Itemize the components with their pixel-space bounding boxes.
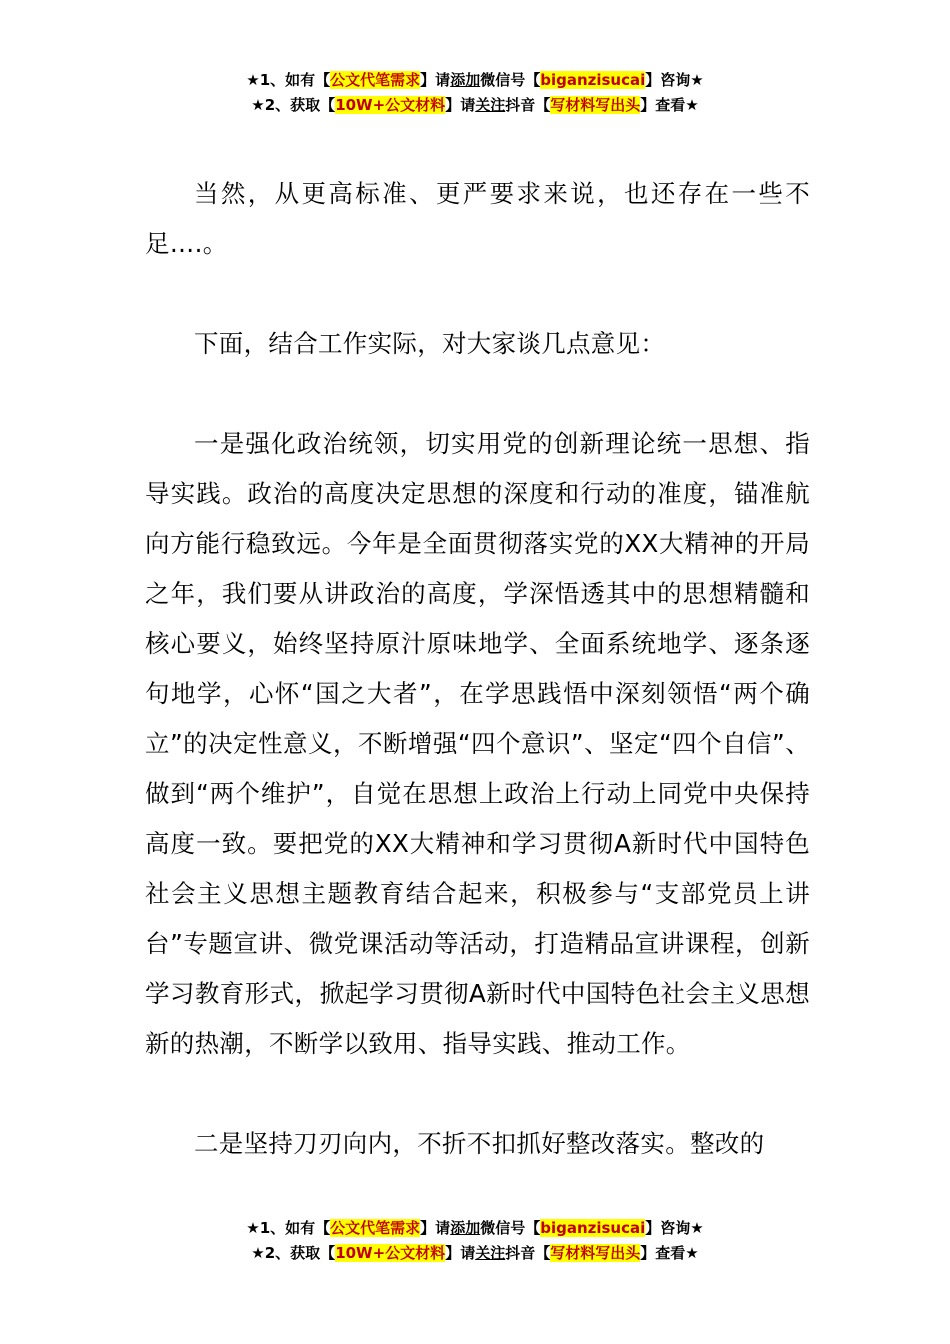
paragraph: 二是坚持刀刃向内，不折不扣抓好整改落实。整改的 [194, 1129, 765, 1158]
footer-banner [0, 1216, 950, 1266]
banner-text: 】请 [445, 96, 476, 114]
banner-text: 微信号【 [480, 71, 541, 89]
banner-text: ★1、如有【 [246, 1219, 331, 1237]
banner-highlight: 写材料写出头 [550, 1244, 641, 1262]
banner-text: 】查看★ [640, 1244, 699, 1262]
banner-highlight: 公文代笔需求 [330, 71, 421, 89]
banner-underline: 关注 [475, 96, 506, 114]
document-body [145, 169, 810, 1169]
paragraph: 当然，从更高标准、更严要求来说，也还存在一些不足….。 [145, 179, 810, 258]
banner-underline: 添加 [450, 71, 481, 89]
banner-text: ★1、如有【 [246, 71, 331, 89]
banner-text: ★2、获取【 [251, 96, 336, 114]
banner-text: 】请 [420, 71, 451, 89]
banner-highlight: 10W+公文材料 [335, 96, 446, 114]
paragraph: 下面，结合工作实际，对大家谈几点意见： [194, 329, 666, 358]
banner-text: 】咨询★ [645, 1219, 704, 1237]
banner-highlight: biganzisucai [540, 71, 646, 89]
banner-underline: 关注 [475, 1244, 506, 1262]
banner-text: 】请 [445, 1244, 476, 1262]
banner-highlight: biganzisucai [540, 1219, 646, 1237]
banner-highlight: 10W+公文材料 [335, 1244, 446, 1262]
header-banner [0, 68, 950, 118]
banner-highlight: 公文代笔需求 [330, 1219, 421, 1237]
paragraph: 一是强化政治统领，切实用党的创新理论统一思想、指导实践。政治的高度决定思想的深度和行动的准度，锚准航向方能行稳致远。今年是全面贯彻落实党的XX大精神的开局之年，我们要从讲政治的高度，学深悟透其中的思想精髓和核心要义，始终坚持原汁原味地学、全面系统地学、逐条逐句地学，心怀“国之大者”，在学思践悟中深刻领悟“两个确立”的决定性意义，不断增强“四个意识”、坚定“四个自信”、做到“两个维护”，自觉在思想上政治上行动上同党中央保持高度一致。要把党的XX大精神和学习贯彻A新时代中国特色社会主义思想主题教育结合起来，积极参与“支部党员上讲台”专题宣讲、微党课活动等活动，打造精品宣讲课程，创新学习教育形式，掀起学习贯彻A新时代中国特色社会主义思想新的热潮，不断学以致用、指导实践、推动工作。 [145, 429, 810, 1058]
banner-text: 抖音【 [505, 1244, 551, 1262]
banner-highlight: 写材料写出头 [550, 96, 641, 114]
banner-text: 微信号【 [480, 1219, 541, 1237]
banner-text: 】咨询★ [645, 71, 704, 89]
banner-line-1 [0, 1216, 950, 1241]
banner-text: 抖音【 [505, 96, 551, 114]
banner-line-1 [0, 68, 950, 93]
banner-underline: 添加 [450, 1219, 481, 1237]
banner-text: 】请 [420, 1219, 451, 1237]
banner-line-2 [0, 1241, 950, 1266]
banner-line-2 [0, 93, 950, 118]
banner-text: 】查看★ [640, 96, 699, 114]
banner-text: ★2、获取【 [251, 1244, 336, 1262]
